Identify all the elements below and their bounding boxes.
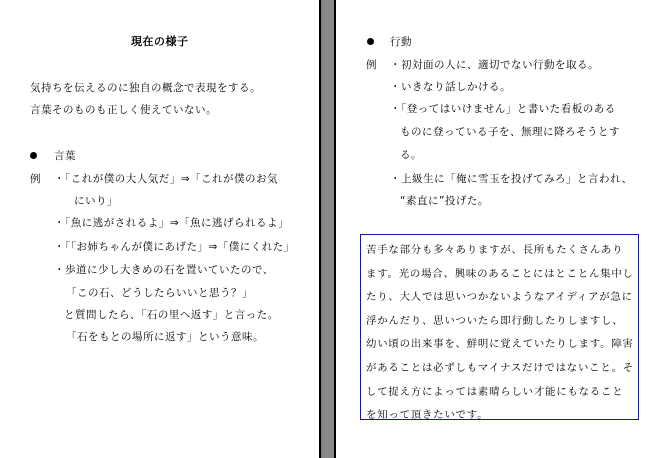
example-line: ・「登ってはいけません」と書いた看板のある: [390, 103, 616, 115]
example-line: ・初対面の人に、適切でない行動を取る。: [390, 59, 599, 71]
right-page: [334, 0, 659, 458]
example-line: ・「魚に逃がされるよ」⇒「魚に逃げられるよ」: [54, 217, 290, 229]
example-line: ・歩道に少し大きめの石を置いていたので、: [54, 264, 274, 276]
example-line: と質問したら、「石の里へ返す」と言った。: [64, 309, 279, 321]
example-line: ものに登っている子を、無理に降ろそうとす: [400, 126, 620, 138]
example-line: る。: [400, 149, 422, 161]
note-box: [360, 234, 639, 420]
example-label: 例: [366, 59, 377, 71]
example-line: ・上級生に「俺に雪玉を投げてみろ」と言われ、: [390, 173, 633, 185]
example-line: 「この石、どうしたらいいと思う？」: [66, 287, 253, 299]
intro-line-1: 気持ちを伝えるのに独自の概念で表現をする。: [30, 82, 261, 94]
section-heading-behavior: 行動: [390, 36, 412, 48]
example-line: “素直に”投げた。: [400, 195, 489, 207]
example-line: ・いきなり話しかける。: [390, 81, 511, 93]
note-text: 苦手な部分も多々ありますが、長所もたくさんあります。光の場合、興味のあることにはとことん集中したり、大人では思いつかないようなアイディアが急に浮かんだり、思いついたら即行動したりしますし、幼い頃の出来事を、鮮明に覚えていたりします。障害があることは必ずしもマイナスだけではないこと。そして捉え方によっては素晴らしい才能にもなることを知って頂きたいです。: [366, 244, 634, 422]
bullet-icon: [30, 152, 37, 159]
intro-line-2: 言葉そのものも正しく使えていない。: [30, 104, 217, 116]
example-line: ・「「お姉ちゃんが僕にあげた」⇒「僕にくれた」: [54, 241, 295, 253]
section-heading-words: 言葉: [54, 150, 76, 162]
example-line: 「石をもとの場所に返す」という意味。: [66, 331, 264, 343]
left-page: [0, 0, 321, 458]
page-title: 現在の様子: [131, 35, 189, 48]
example-label: 例: [30, 173, 41, 185]
page-gutter: [323, 0, 334, 458]
example-line: にいり」: [74, 195, 118, 207]
example-line: ・「これが僕の大人気だ」⇒「これが僕のお気: [54, 173, 279, 185]
bullet-icon: [367, 38, 374, 45]
